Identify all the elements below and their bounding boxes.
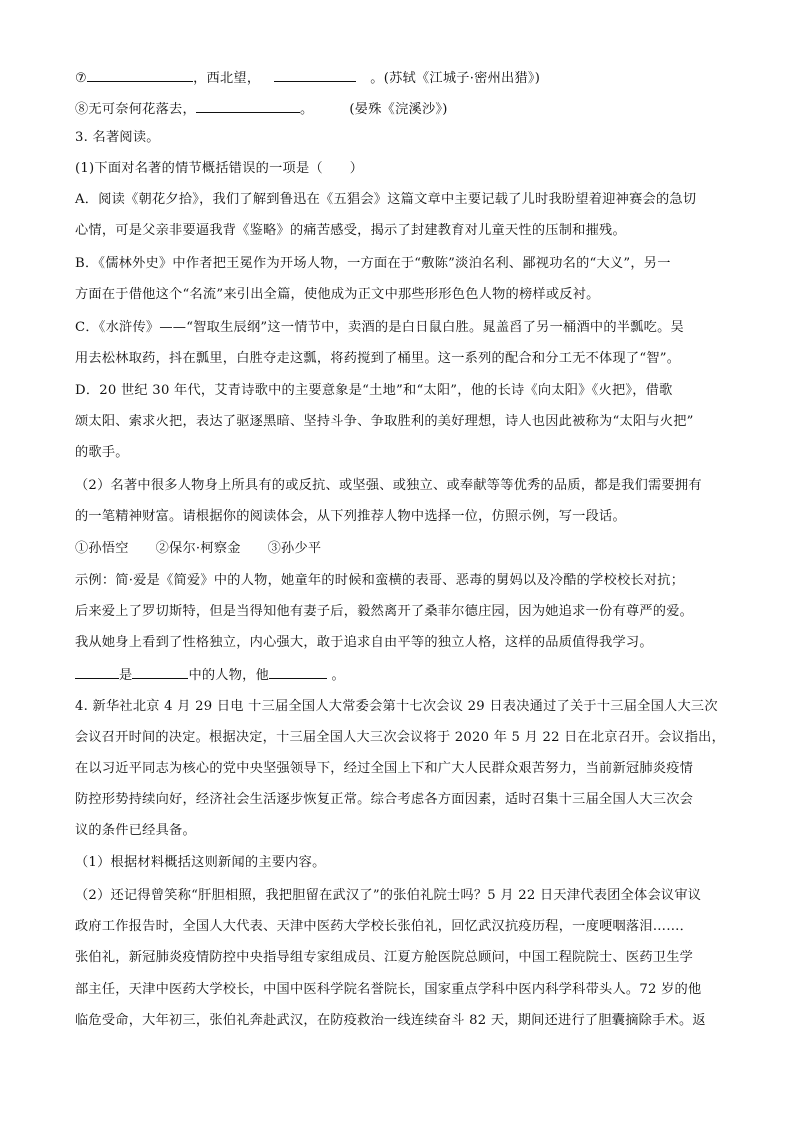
- source-citation: 。(苏轼《江城子·密州出猎》): [370, 71, 541, 86]
- answer-blank[interactable]: [196, 98, 300, 113]
- character-choices: ①孙悟空 ②保尔·柯察金 ③孙少平: [75, 541, 322, 556]
- answer-blank[interactable]: [87, 67, 193, 82]
- news-paragraph-line: 会议召开时间的决定。根据决定，十三届全国人大三次会议将于 2020 年 5 月 22 日在北京召开。会议指出，: [75, 730, 725, 745]
- sub-question: （2）名著中很多人物身上所具有的或反抗、或坚强、或独立、或奉献等等优秀的品质，都是我们需要拥有: [75, 478, 702, 493]
- option-c-line: C．《水浒传》——“智取生辰纲”这一情节中，卖酒的是白日鼠白胜。晁盖舀了另一桶酒中的半瓢吃。吴: [75, 320, 684, 335]
- line-text: ，西北望，: [193, 71, 261, 86]
- paragraph-line: 的一笔精神财富。请根据你的阅读体会，从下列推荐人物中选择一位，仿照示例，写一段话。: [75, 509, 626, 524]
- answer-blank[interactable]: [75, 664, 119, 679]
- news-paragraph-line: 防控形势持续向好，经济社会生活逐步恢复正常。综合考虑各方面因素，适时召集十三届全国人大三次会: [75, 792, 694, 807]
- sub-question: (1)下面对名著的情节概括错误的一项是（ ）: [75, 161, 364, 176]
- poem-fill-line-8: [75, 98, 725, 120]
- poem-fill-line-7: [75, 67, 725, 89]
- answer-blank[interactable]: [132, 664, 188, 679]
- line-text: 中的人物，他: [188, 668, 270, 683]
- paragraph-line: 临危受命，大年初三，张伯礼奔赴武汉，在防疫救治一线连续奋斗 82 天，期间还进行了胆囊摘除手术。返: [75, 1013, 706, 1028]
- news-paragraph-line: 在以习近平同志为核心的党中央坚强领导下，经过全国上下和广大人民群众艰苦努力，当前新冠肺炎疫情: [75, 761, 694, 776]
- option-c-line: 用去松林取药，抖在瓢里，白胜夺走这瓢，将药搅到了桶里。这一系列的配合和分工无不体现了“智”。: [75, 351, 681, 366]
- option-b-line: B．《儒林外史》中作者把王冕作为开场人物，一方面在于“敷陈”淡泊名利、鄙视功名的“大义”，另一: [75, 256, 671, 271]
- option-d-line: 的歌手。: [75, 445, 129, 460]
- answer-blank[interactable]: [274, 67, 356, 82]
- sub-question: （1）根据材料概括这则新闻的主要内容。: [75, 855, 326, 870]
- news-paragraph-line: 4. 新华社北京 4 月 29 日电 十三届全国人大常委会第十七次会议 29 日表决通过了关于十三届全国人大三次: [75, 699, 718, 714]
- source-citation: (晏殊《浣溪沙》): [349, 102, 448, 117]
- paragraph-line: 部主任，天津中医药大学校长，中国中医科学院名誉院长，国家重点学科中医内科学科带头人。72 岁的他: [75, 982, 702, 997]
- question-heading: 3. 名著阅读。: [75, 130, 160, 145]
- example-line: 示例：简·爱是《简爱》中的人物，她童年的时候和蛮横的表哥、恶毒的舅妈以及冷酷的学校校长对抗；: [75, 573, 685, 588]
- line-text: 。: [299, 102, 314, 117]
- answer-blank[interactable]: [269, 664, 327, 679]
- news-paragraph-line: 议的条件已经具备。: [75, 823, 196, 838]
- sub-question: （2）还记得曾笑称“肝胆相照，我把胆留在武汉了”的张伯礼院士吗？5 月 22 日天津代表团全体会议审议: [75, 888, 702, 903]
- line-text: 。: [327, 668, 345, 683]
- paragraph-line: 张伯礼，新冠肺炎疫情防控中央指导组专家组成员、江夏方舱医院总顾问，中国工程院院士、医药卫生学: [75, 950, 694, 965]
- example-line: 我从她身上看到了性格独立，内心强大，敢于追求自由平等的独立人格，这样的品质值得我学习。: [75, 635, 653, 650]
- option-b-line: 方面在于借他这个“名流”来引出全篇，使他成为正文中那些形形色色人物的榜样或反衬。: [75, 287, 600, 302]
- option-a-line: A．阅读《朝花夕拾》，我们了解到鲁迅在《五猖会》这篇文章中主要记载了儿时我盼望着迎神赛会的急切: [75, 192, 697, 207]
- option-d-line: D．20 世纪 30 年代，艾青诗歌中的主要意象是“土地”和“太阳”，他的长诗《向太阳》《火把》，借歌: [75, 383, 673, 398]
- example-line: 后来爱上了罗切斯特，但是当得知他有妻子后，毅然离开了桑菲尔德庄园，因为她追求一份有尊严的爱。: [75, 604, 694, 619]
- option-d-line: 颂太阳、索求火把，表达了驱逐黑暗、坚持斗争、争取胜利的美好理想，诗人也因此被称为“太阳与火把”: [75, 414, 694, 429]
- paragraph-line: 政府工作报告时，全国人大代表、天津中医药大学校长张伯礼，回忆武汉抗疫历程，一度哽咽落泪……．: [75, 919, 694, 934]
- fill-in-sentence: [75, 664, 725, 686]
- line-text: 是: [119, 668, 133, 683]
- option-a-line: 心情，可是父亲非要逼我背《鉴略》的痛苦感受，揭示了封建教育对儿童天性的压制和摧残。: [75, 223, 626, 238]
- line-text: ⑧无可奈何花落去，: [75, 102, 196, 117]
- item-number-7: ⑦: [75, 71, 88, 86]
